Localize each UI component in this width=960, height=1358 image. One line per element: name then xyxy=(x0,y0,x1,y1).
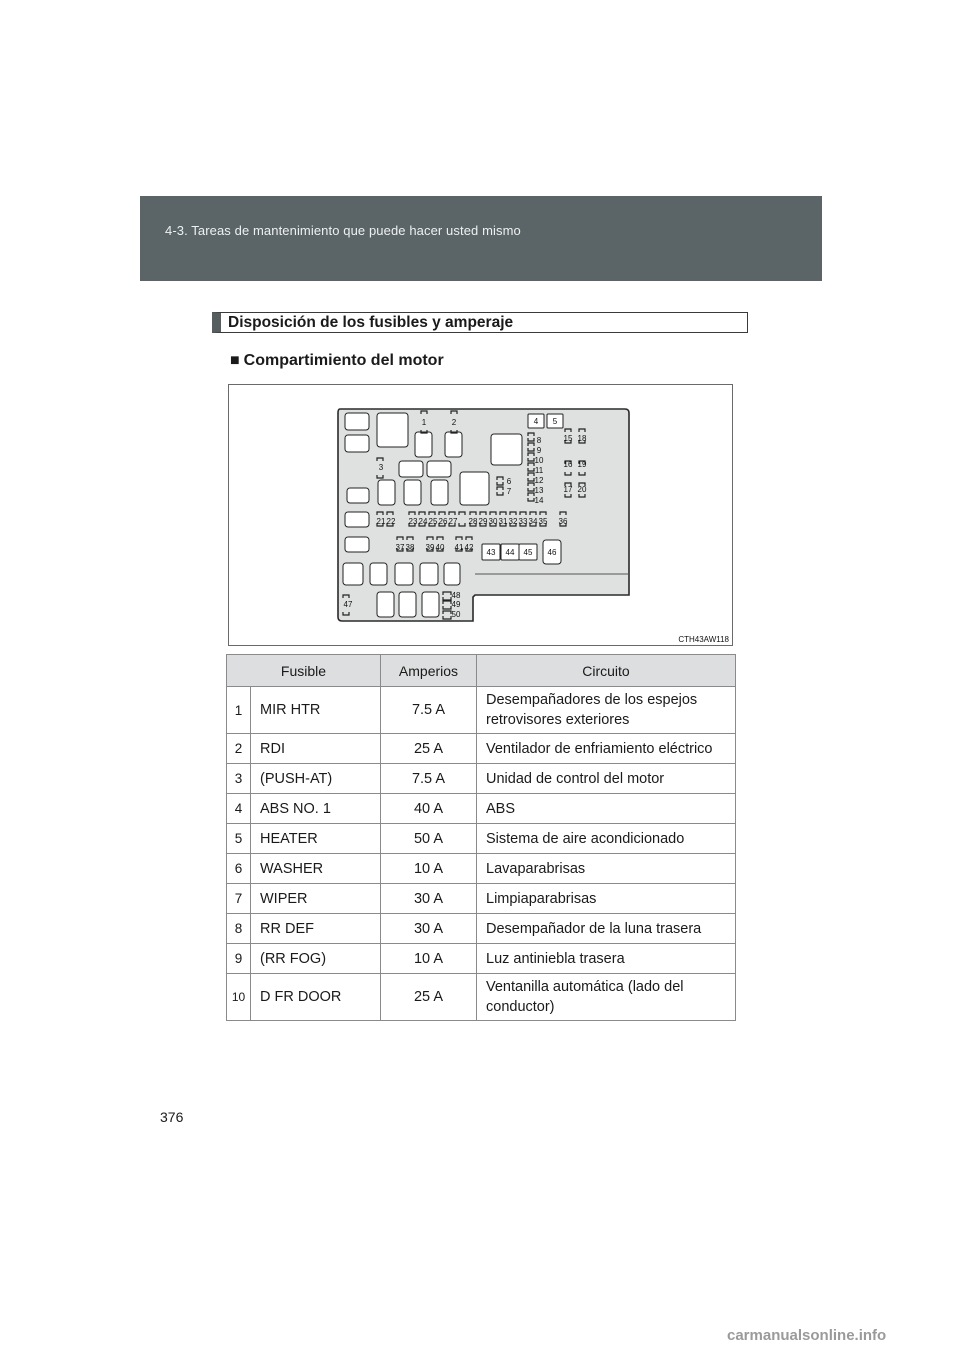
fuse-amperage: 25 A xyxy=(381,974,477,1021)
table-row xyxy=(227,974,736,1021)
fuse-circuit xyxy=(477,884,736,914)
fuse-number-label: 16 xyxy=(563,460,573,469)
fuse-number-label: 42 xyxy=(464,543,474,552)
fuse-number: 10 xyxy=(227,974,251,1021)
fuse-name: D FR DOOR xyxy=(251,974,381,1021)
fuse-circuit xyxy=(477,794,736,824)
table-row xyxy=(227,764,736,794)
fuse-number-label: 49 xyxy=(451,600,461,609)
circuit-line: Unidad de control del motor xyxy=(486,770,665,787)
circuit-line: Ventanilla automática (lado del xyxy=(486,979,684,995)
diagram-code: CTH43AW118 xyxy=(678,635,729,644)
fuse-number-label: 39 xyxy=(425,543,435,552)
circuit-line: Desempañador de la luna trasera xyxy=(486,920,702,937)
chapter-header xyxy=(140,196,822,281)
fuse-number-label: 32 xyxy=(508,517,518,526)
table-row xyxy=(227,734,736,764)
table-row xyxy=(227,914,736,944)
header-amperios: Amperios xyxy=(381,655,477,687)
relay-block xyxy=(345,537,369,552)
relay-block xyxy=(399,461,423,477)
fuse-circuit xyxy=(477,687,736,734)
relay-block xyxy=(491,434,522,465)
fuse-amperage: 50 A xyxy=(381,824,477,854)
fuse-number-label: 43 xyxy=(486,548,496,557)
fuse-number-label: 41 xyxy=(454,543,464,552)
subheading-text: Compartimiento del motor xyxy=(243,352,444,369)
relay-block xyxy=(460,472,489,505)
fuse-name: HEATER xyxy=(251,824,381,854)
fuse-number-label: 37 xyxy=(395,543,405,552)
fuse-number: 4 xyxy=(227,794,251,824)
fuse-number-label: 27 xyxy=(448,517,458,526)
fuse-number: 2 xyxy=(227,734,251,764)
relay-block xyxy=(343,563,363,585)
relay-block xyxy=(445,432,462,457)
fuse-name: MIR HTR xyxy=(251,687,381,734)
relay-block xyxy=(395,563,413,585)
fuse-number-label: 28 xyxy=(468,517,478,526)
fuse-amperage: 10 A xyxy=(381,854,477,884)
fuse-circuit xyxy=(477,734,736,764)
table-header-row xyxy=(227,655,736,687)
fuse-number-label: 3 xyxy=(378,463,384,472)
fuse-circuit xyxy=(477,974,736,1021)
fuse-number-label: 11 xyxy=(534,466,544,475)
relay-block xyxy=(427,461,451,477)
fuse-number-label: 46 xyxy=(547,548,557,557)
fuse-circuit xyxy=(477,854,736,884)
fuse-number-label: 50 xyxy=(451,610,461,619)
fuse-number-label: 2 xyxy=(451,418,457,427)
fuse-number-label: 25 xyxy=(428,517,438,526)
fuse-number: 5 xyxy=(227,824,251,854)
relay-block xyxy=(347,488,369,503)
fuse-number-label: 23 xyxy=(408,517,418,526)
relay-block xyxy=(378,480,395,505)
circuit-line: Limpiaparabrisas xyxy=(486,890,597,907)
relay-block xyxy=(345,413,369,430)
table-row xyxy=(227,794,736,824)
fuse-number-label: 24 xyxy=(418,517,428,526)
header-circuito: Circuito xyxy=(477,655,736,687)
fuse-number-label: 31 xyxy=(498,517,508,526)
relay-block xyxy=(345,435,369,452)
circuit-line: Desempañadores de los espejos xyxy=(486,692,698,708)
fuse-number-label: 20 xyxy=(577,485,587,494)
fuse-amperage: 10 A xyxy=(381,944,477,974)
fuse-number-label: 48 xyxy=(451,591,461,600)
fuse-number-label: 7 xyxy=(506,487,512,496)
relay-block xyxy=(420,563,438,585)
fuse-circuit xyxy=(477,824,736,854)
fuse-number-label: 34 xyxy=(528,517,538,526)
fuse-number-label: 18 xyxy=(577,434,587,443)
fuse-number-label: 1 xyxy=(421,418,427,427)
relay-block xyxy=(399,592,416,617)
circuit-line: retrovisores exteriores xyxy=(486,712,630,728)
fuse-number-label: 35 xyxy=(538,517,548,526)
fuse-circuit xyxy=(477,764,736,794)
relay-block xyxy=(377,592,394,617)
fuse-amperage: 30 A xyxy=(381,914,477,944)
section-title xyxy=(212,312,748,333)
relay-block xyxy=(377,413,408,447)
fuse-name: RDI xyxy=(251,734,381,764)
breadcrumb: 4-3. Tareas de mantenimiento que puede hacer usted mismo xyxy=(165,223,521,238)
table-row xyxy=(227,687,736,734)
fuse-circuit xyxy=(477,944,736,974)
fuse-number: 8 xyxy=(227,914,251,944)
page-number: 376 xyxy=(160,1109,184,1125)
watermark: carmanualsonline.info xyxy=(727,1327,887,1344)
fuse-number-label: 4 xyxy=(533,417,539,426)
circuit-line: Lavaparabrisas xyxy=(486,860,586,877)
fuse-number-label: 6 xyxy=(506,477,512,486)
fuse-number-label: 30 xyxy=(488,517,498,526)
fuse-number-label: 33 xyxy=(518,517,528,526)
fuse-name: (PUSH-AT) xyxy=(251,764,381,794)
fuse-number: 3 xyxy=(227,764,251,794)
table-row xyxy=(227,884,736,914)
fuse-table xyxy=(226,654,736,1021)
fuse-amperage: 40 A xyxy=(381,794,477,824)
fuse-number-label: 19 xyxy=(577,460,587,469)
fuse-number-label: 14 xyxy=(534,496,544,505)
circuit-line: Sistema de aire acondicionado xyxy=(486,830,685,847)
relay-block xyxy=(422,592,439,617)
section-title-text: Disposición de los fusibles y amperaje xyxy=(228,314,514,331)
fuse-amperage: 30 A xyxy=(381,884,477,914)
fuse-number: 7 xyxy=(227,884,251,914)
fuse-number-label: 29 xyxy=(478,517,488,526)
fuse-number-label: 21 xyxy=(376,517,386,526)
fuse-number-label: 13 xyxy=(534,486,544,495)
fuse-box-drawing xyxy=(229,385,734,647)
fuse-number: 9 xyxy=(227,944,251,974)
header-fusible: Fusible xyxy=(227,655,381,687)
fuse-number: 1 xyxy=(227,687,251,734)
fuse-number-label: 44 xyxy=(505,548,515,557)
fuse-name: RR DEF xyxy=(251,914,381,944)
fuse-box-diagram xyxy=(228,384,733,646)
table-row xyxy=(227,824,736,854)
fuse-number-label: 38 xyxy=(405,543,415,552)
fuse-number-label: 45 xyxy=(523,548,533,557)
fuse-number-label: 12 xyxy=(534,476,544,485)
fuse-number-label: 9 xyxy=(536,446,542,455)
fuse-number-label: 22 xyxy=(386,517,396,526)
relay-block xyxy=(415,432,432,457)
table-row xyxy=(227,854,736,884)
circuit-line: ABS xyxy=(486,800,516,817)
fuse-number-label: 26 xyxy=(438,517,448,526)
fuse-number-label: 36 xyxy=(558,517,568,526)
circuit-line: Luz antiniebla trasera xyxy=(486,950,625,967)
fuse-circuit xyxy=(477,914,736,944)
fuse-name: WASHER xyxy=(251,854,381,884)
circuit-line: conductor) xyxy=(486,999,555,1015)
fuse-number-label: 17 xyxy=(563,485,573,494)
subheading xyxy=(230,352,444,370)
fuse-number-label: 15 xyxy=(563,434,573,443)
circuit-line: Ventilador de enfriamiento eléctrico xyxy=(486,740,713,757)
fuse-number-label: 8 xyxy=(536,436,542,445)
relay-block xyxy=(345,512,369,527)
relay-block xyxy=(444,563,460,585)
relay-block xyxy=(370,563,387,585)
fuse-number-label: 5 xyxy=(552,417,558,426)
table-row xyxy=(227,944,736,974)
fuse-amperage: 25 A xyxy=(381,734,477,764)
relay-block xyxy=(431,480,448,505)
square-bullet-icon: ■ xyxy=(230,352,240,369)
fuse-number-label: 40 xyxy=(435,543,445,552)
fuse-number-label: 10 xyxy=(534,456,544,465)
fuse-name: WIPER xyxy=(251,884,381,914)
relay-block xyxy=(404,480,421,505)
fuse-amperage: 7.5 A xyxy=(381,764,477,794)
fuse-name: ABS NO. 1 xyxy=(251,794,381,824)
fuse-name: (RR FOG) xyxy=(251,944,381,974)
fuse-number: 6 xyxy=(227,854,251,884)
fuse-number-label: 47 xyxy=(343,600,353,609)
fuse-amperage: 7.5 A xyxy=(381,687,477,734)
